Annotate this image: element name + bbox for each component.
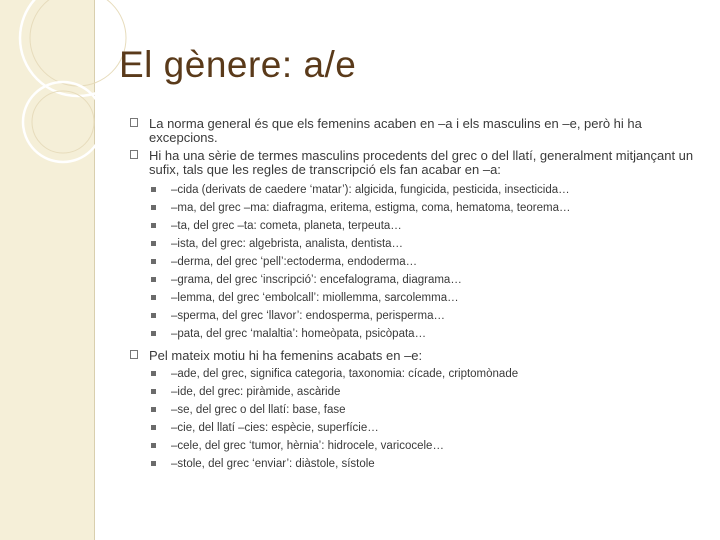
sub-text: –ma, del grec –ma: diafragma, eritema, estigma, coma, hematoma, teorema… [171,202,571,214]
sub-text: –cele, del grec ‘tumor, hèrnia’: hidrocele, varicocele… [171,440,444,452]
slide-title: El gènere: a/e [119,44,357,85]
square-bullet-icon [151,313,156,318]
square-bullet-icon [151,241,156,246]
square-bullet-icon [151,205,156,210]
sub-text: –cie, del llatí –cies: espècie, superfície… [171,422,379,434]
sub-text: –derma, del grec ‘pell’:ectoderma, endoderma… [171,256,418,268]
sub-item [130,307,705,325]
sub-item [130,383,705,401]
sub-text: –ide, del grec: piràmide, ascàride [171,386,341,398]
sub-item [130,401,705,419]
sub-item [130,289,705,307]
sub-item [130,455,705,473]
sub-text: –ade, del grec, significa categoria, taxonomia: cícade, criptomònade [171,368,519,380]
square-bullet-icon [151,425,156,430]
sub-text: –lemma, del grec ‘embolcall’: miollemma, sarcolemma… [171,292,459,304]
sub-item [130,181,705,199]
bullet-text: La norma general és que els femenins acaben en –a i els masculins en –e, però hi ha excepcions. [149,116,642,145]
bullet-item [130,149,705,177]
sub-item [130,253,705,271]
sub-text: –pata, del grec ‘malaltia’: homeòpata, psicòpata… [171,328,427,340]
sub-item [130,217,705,235]
sub-text: –sperma, del grec ‘llavor’: endosperma, perisperma… [171,310,445,322]
sub-text: –ista, del grec: algebrista, analista, dentista… [171,238,404,250]
sub-item [130,235,705,253]
square-bullet-icon [151,331,156,336]
bullet-text: Pel mateix motiu hi ha femenins acabats en –e: [149,348,423,363]
sub-item [130,199,705,217]
sub-item [130,437,705,455]
square-bullet-icon [151,259,156,264]
sub-item [130,271,705,289]
bullet-box-icon [130,118,138,127]
sub-item [130,325,705,343]
bullet-box-icon [130,350,138,359]
square-bullet-icon [151,461,156,466]
square-bullet-icon [151,443,156,448]
square-bullet-icon [151,295,156,300]
square-bullet-icon [151,389,156,394]
sub-list-b [130,365,705,473]
sub-text: –ta, del grec –ta: cometa, planeta, terpeuta… [171,220,402,232]
bullet-list-b [130,349,705,363]
bullet-box-icon [130,150,138,159]
bullet-item [130,117,705,145]
sub-text: –se, del grec o del llatí: base, fase [171,404,346,416]
sub-text: –stole, del grec ‘enviar’: diàstole, sístole [171,458,375,470]
sub-list-a [130,181,705,343]
square-bullet-icon [151,371,156,376]
square-bullet-icon [151,407,156,412]
bullet-text: Hi ha una sèrie de termes masculins procedents del grec o del llatí, generalment mitjançant un sufix, tals que les regles de transcripció els fan acabar en –a: [149,148,694,177]
square-bullet-icon [151,223,156,228]
square-bullet-icon [151,277,156,282]
bullet-item [130,349,705,363]
bullet-list-a [130,117,705,177]
square-bullet-icon [151,187,156,192]
sub-text: –grama, del grec ‘inscripció’: encefalograma, diagrama… [171,274,462,286]
sub-item [130,365,705,383]
sub-item [130,419,705,437]
sub-text: –cida (derivats de caedere ‘matar’): algicida, fungicida, pesticida, insecticida… [171,184,570,196]
